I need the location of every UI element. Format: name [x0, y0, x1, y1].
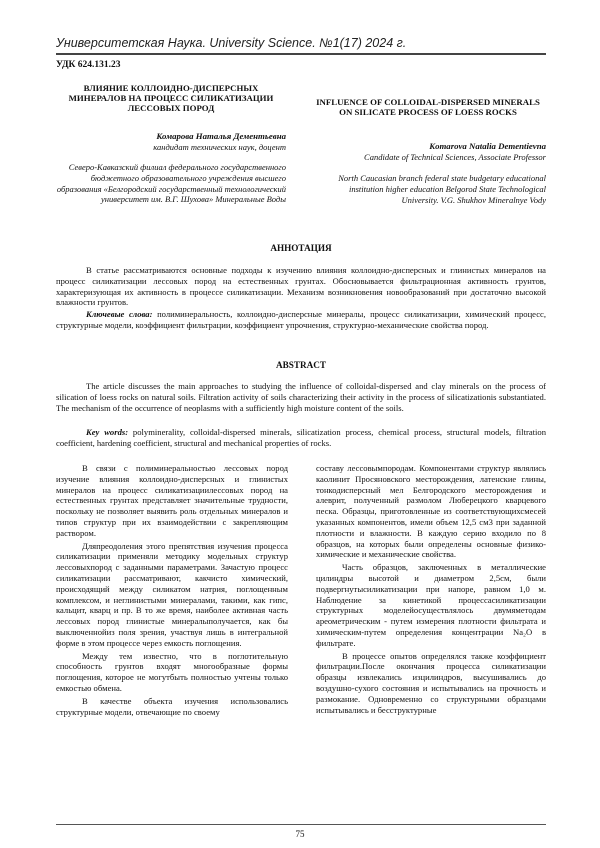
body-paragraph: Дляпреодоления этого препятствия изучения процесса силикатизации применяли методику модельных структур лессовыхпород с заданными параметрами. Зачастую процесс силикатизации рассматривают, какчисто химический, происходящий между силикатом натрия, поглощенным комплексом, и неглинистыми минералами, такими, как гипс, кальцит, кварц и пр. В то же время, наиболее активная часть лессовых пород глинистые минералыполучается, как бы выключеннойиз поля зрения, участвуя лишь в интегральной форме в этом процессе через емкость поглощения. [56, 540, 288, 648]
author-name-ru: Комарова Наталья Дементьевна [156, 131, 286, 141]
body-paragraph: составу лессовымпородам. Компонентами структур являлись каолинит Просяновского месторождения, латенские глины, тонкодисперсный мел Белгородского месторождения и алеврит, полученный размолом Люберецкого кварцевого песка. Образцы, приготовленные из соответствующихсмесей указанных компонентов, имели объем 12,5 см3 при заданной плотности и влажности. В каждую серию входило по 8 образцов, на которых были определены основные физико-химические и механические свойства. [316, 463, 546, 560]
abstract-heading: ABSTRACT [275, 360, 327, 370]
affiliation-ru: Северо-Кавказский филиал федерального государственного бюджетного образовательного учреждения высшего образования «Белгородский государственный технологический университет им. В.Г. Шухова» Минеральные Воды [56, 162, 286, 205]
article-title-ru: ВЛИЯНИЕ КОЛЛОИДНО-ДИСПЕРСНЫХ МИНЕРАЛОВ НА ПРОЦЕСС СИЛИКАТИЗАЦИИ ЛЕССОВЫХ ПОРОД [68, 83, 274, 113]
body-paragraph: Часть образцов, заключенных в металлические цилиндры высотой и диаметром 2,5см, были подвергнутысиликатизации при напоре, равном 1,0 м. Наблюдение за кинетикой процессасиликатизации структурных моделейосуществлялось двумяметодам ареометрическим - путем измерения плотности фильтрата и химическим-путем определения концентрации Na₂O в фильтрате. [316, 562, 546, 648]
header-rule [56, 53, 546, 55]
footer-rule [56, 824, 546, 825]
body-paragraph: В качестве объекта изучения использовались структурные модели, отвечающие по своему [56, 695, 288, 717]
journal-header: Университетская Наука. University Science. №1(17) 2024 г. [56, 36, 407, 50]
body-column-right [316, 463, 546, 717]
body-paragraph: В связи с полиминеральностью лессовых пород изучение влияния коллоидно-дисперсных и глинистых минералов на процесс силикатизациилессовых пород на естественных грунтах представляет значительные трудности, поскольку не позволяет выявить роль отдельных минералов и типов структур при их взаимодействии с закрепляющим раствором. [56, 463, 288, 538]
annotation-body: В статье рассматриваются основные подходы к изучению влияния коллоидно-дисперсных и глинистых минералов на процесс силикатизации лессовых пород на естественных грунтах. Обосновывается фильтрационная активность грунтов, характеризующая их активность в процессе силикатизации. Механизм возникновения новообразований при достаточно высокой влажности грунтов. [56, 265, 546, 308]
affiliation-en: North Caucasian branch federal state budgetary educational institution higher education Belgorod State Technological University. V.G. Shukhov Mineralnye Vody [338, 173, 546, 205]
body-paragraph: Между тем известно, что в поглотительную способность грунтов входят многообразные формы поглощения, которое не могутбыть полностью учтены только емкостью обмена. [56, 650, 288, 693]
abstract-text [56, 381, 546, 413]
abstract-keywords-label: Key words: [86, 427, 129, 437]
annotation-heading: АННОТАЦИЯ [270, 243, 332, 253]
author-degree-ru: кандидат технических наук, доцент [153, 142, 286, 152]
udk-code: УДК 624.131.23 [56, 60, 121, 70]
author-name-en: Komarova Natalia Dementievna [429, 141, 546, 151]
annotation-keywords-label: Ключевые слова: [86, 309, 153, 319]
page-number: 75 [295, 829, 305, 839]
body-column-left [56, 463, 288, 719]
annotation-keywords [56, 309, 546, 331]
abstract-keywords [56, 427, 546, 449]
article-title-en: INFLUENCE OF COLLOIDAL-DISPERSED MINERALS ON SILICATE PROCESS OF LOESS ROCKS [316, 97, 540, 117]
abstract-body: The article discusses the main approaches to studying the influence of colloidal-dispersed and clay minerals on the process of silication of loess rocks on natural soils. Filtration activity of soils characterizing their activity in the process of silicatizationis substantiated. The mechanism of the occurrence of neoplasms with a sufficiently high moisture content of the soils. [56, 381, 546, 413]
abstract-keywords-text: polyminerality, colloidal-dispersed minerals, silicatization process, chemical process, structural models, filtration coefficient, hardening coefficient, structural and mechanical properties of rocks. [56, 427, 546, 448]
annotation-text [56, 265, 546, 308]
body-paragraph: В процессе опытов определялся также коэффициент фильтрации.После окончания процесса силикатизации образцы извлекались изцилиндров, высушивались до воздушно-сухого состояния и испытывались на прочность и размокание. Одновременно со структурными образцами испытывались и бесструктурные [316, 650, 546, 715]
author-degree-en: Candidate of Technical Sciences, Associate Professor [364, 152, 546, 162]
annotation-keywords-text: полиминеральность, коллоидно-дисперсные минералы, процесс силикатизации, химический процесс, структурные модели, коэффициент фильтрации, коэффициент упрочнения, структурно-механические свойства пород. [56, 309, 546, 330]
